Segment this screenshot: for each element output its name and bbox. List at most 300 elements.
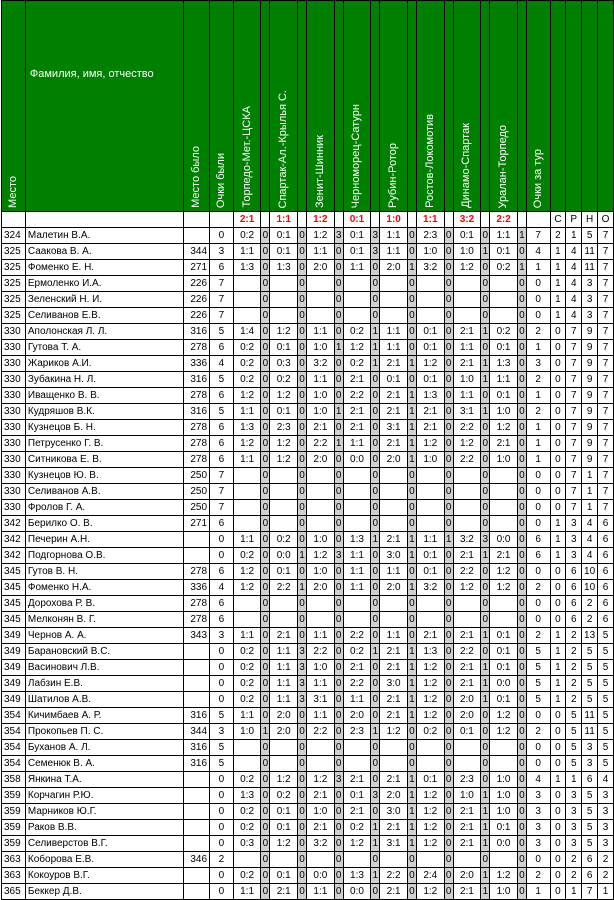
- prediction-points-cell: 1: [407, 804, 416, 820]
- prediction-cell: 1:2: [416, 692, 444, 708]
- table-row: [2, 388, 614, 404]
- stat-cell: 3: [566, 548, 582, 564]
- prediction-cell: [380, 308, 408, 324]
- prediction-points-cell: 0: [407, 612, 416, 628]
- prediction-cell: [416, 756, 444, 772]
- stat-cell: 0: [550, 580, 566, 596]
- prediction-points-cell: 0: [444, 868, 453, 884]
- place-cell: 359: [2, 788, 26, 804]
- place-cell: 349: [2, 644, 26, 660]
- prediction-cell: 2:0: [307, 580, 335, 596]
- table-row: [2, 356, 614, 372]
- prediction-cell: 1:2: [307, 228, 335, 244]
- prediction-points-cell: 0: [517, 724, 526, 740]
- prev-place-cell: [184, 772, 210, 788]
- prediction-cell: 1:0: [307, 660, 335, 676]
- prediction-points-cell: 0: [334, 580, 343, 596]
- prev-points-cell: 5: [210, 708, 234, 724]
- stat-label: С: [550, 212, 566, 228]
- prediction-points-cell: 1: [407, 708, 416, 724]
- prediction-points-cell: 1: [298, 548, 307, 564]
- prediction-points-cell: 0: [517, 308, 526, 324]
- prediction-points-cell: 0: [444, 756, 453, 772]
- prediction-cell: [416, 468, 444, 484]
- stat-cell: 7: [598, 452, 614, 468]
- prediction-points-cell: 0: [444, 724, 453, 740]
- prediction-cell: [453, 308, 481, 324]
- prediction-points-cell: 0: [371, 852, 380, 868]
- prediction-cell: 1:2: [490, 708, 518, 724]
- prediction-points-cell: 0: [261, 356, 270, 372]
- prediction-points-cell: 3: [371, 788, 380, 804]
- table-row: [2, 772, 614, 788]
- stat-cell: 1: [566, 772, 582, 788]
- stat-cell: 2: [582, 596, 598, 612]
- prev-place-cell: 344: [184, 724, 210, 740]
- prediction-points-cell: 0: [371, 596, 380, 612]
- stat-cell: 2: [566, 868, 582, 884]
- prediction-cell: 1:1: [233, 884, 261, 900]
- round-points-cell: 0: [526, 292, 550, 308]
- prev-place-cell: 226: [184, 276, 210, 292]
- prev-place-cell: 316: [184, 324, 210, 340]
- prediction-points-cell: 0: [298, 388, 307, 404]
- place-cell: 354: [2, 756, 26, 772]
- prediction-points-cell: 0: [407, 292, 416, 308]
- prediction-points-cell: 0: [517, 324, 526, 340]
- prediction-points-cell: 0: [261, 260, 270, 276]
- stat-cell: 9: [582, 340, 598, 356]
- prediction-points-cell: 0: [371, 580, 380, 596]
- prediction-points-cell: 1: [481, 324, 490, 340]
- round-points-cell: 0: [526, 612, 550, 628]
- stat-cell: 4: [566, 276, 582, 292]
- place-cell: 365: [2, 884, 26, 900]
- prediction-cell: 3:2: [307, 836, 335, 852]
- name-cell: Иващенко В. В.: [25, 388, 183, 404]
- prediction-cell: [270, 740, 298, 756]
- prediction-points-cell: 0: [444, 276, 453, 292]
- stat-cell: 7: [598, 324, 614, 340]
- stat-cell: 9: [582, 420, 598, 436]
- prediction-cell: 2:1: [307, 420, 335, 436]
- prediction-points-cell: 0: [444, 228, 453, 244]
- prediction-cell: 0:1: [270, 804, 298, 820]
- name-cell: Семенюк В. А.: [25, 756, 183, 772]
- prediction-cell: 3:1: [453, 404, 481, 420]
- prediction-cell: 3:2: [307, 356, 335, 372]
- prediction-points-cell: 3: [334, 228, 343, 244]
- stat-cell: 5: [598, 628, 614, 644]
- round-points-cell: 0: [526, 308, 550, 324]
- prediction-points-cell: 0: [371, 660, 380, 676]
- stat-cell: 2: [598, 868, 614, 884]
- prediction-cell: 1:2: [416, 788, 444, 804]
- prediction-points-cell: 0: [261, 468, 270, 484]
- prediction-cell: [233, 516, 261, 532]
- prediction-cell: [453, 276, 481, 292]
- prediction-cell: 0:1: [416, 772, 444, 788]
- stat-cell: 7: [598, 308, 614, 324]
- prediction-points-cell: 0: [444, 740, 453, 756]
- prediction-cell: 0:1: [270, 404, 298, 420]
- prediction-cell: 1:2: [453, 580, 481, 596]
- prediction-cell: 3:2: [453, 532, 481, 548]
- stat-cell: 0: [550, 324, 566, 340]
- prediction-points-cell: 3: [371, 228, 380, 244]
- prediction-points-cell: 1: [371, 836, 380, 852]
- stat-cell: 6: [582, 772, 598, 788]
- prediction-points-cell: 0: [261, 276, 270, 292]
- stat-cell: 2: [566, 660, 582, 676]
- round-points-cell: 1: [526, 388, 550, 404]
- prediction-points-cell: 0: [334, 644, 343, 660]
- prediction-points-cell: 0: [261, 516, 270, 532]
- prediction-cell: [343, 468, 371, 484]
- prediction-points-cell: 0: [371, 388, 380, 404]
- prediction-cell: 2:1: [490, 548, 518, 564]
- prediction-cell: [343, 308, 371, 324]
- table-row: [2, 292, 614, 308]
- prediction-cell: 1:1: [343, 564, 371, 580]
- round-points-cell: 7: [526, 228, 550, 244]
- prev-place-cell: 278: [184, 436, 210, 452]
- prev-place-cell: [184, 660, 210, 676]
- prediction-points-cell: 1: [407, 436, 416, 452]
- prediction-cell: 1:1: [343, 436, 371, 452]
- stat-cell: 11: [582, 724, 598, 740]
- prediction-cell: 1:1: [490, 372, 518, 388]
- prediction-cell: 1:3: [270, 260, 298, 276]
- stat-cell: 7: [598, 244, 614, 260]
- place-cell: 345: [2, 596, 26, 612]
- prediction-cell: 1:3: [233, 260, 261, 276]
- prediction-points-cell: 0: [371, 436, 380, 452]
- prediction-points-cell: 0: [481, 468, 490, 484]
- prev-points-cell: 0: [210, 228, 234, 244]
- prediction-points-cell: 0: [444, 884, 453, 900]
- stat-cell: 0: [550, 788, 566, 804]
- place-cell: 354: [2, 724, 26, 740]
- prev-place-cell: 250: [184, 500, 210, 516]
- prediction-cell: [233, 468, 261, 484]
- prediction-points-cell: 1: [481, 884, 490, 900]
- prediction-cell: 0:1: [416, 372, 444, 388]
- prediction-cell: 2:4: [416, 868, 444, 884]
- prediction-points-cell: 0: [261, 644, 270, 660]
- prediction-cell: 2:2: [453, 420, 481, 436]
- prediction-points-cell: 0: [517, 356, 526, 372]
- prediction-points-cell: 0: [444, 468, 453, 484]
- stat-cell: 5: [566, 708, 582, 724]
- name-cell: Кузнецов Ю. В.: [25, 468, 183, 484]
- prediction-cell: 2:1: [343, 420, 371, 436]
- prediction-cell: 2:1: [380, 884, 408, 900]
- prediction-cell: 1:1: [307, 324, 335, 340]
- prediction-cell: [343, 516, 371, 532]
- prediction-points-cell: 0: [298, 468, 307, 484]
- prev-points-cell: 5: [210, 372, 234, 388]
- prediction-cell: [233, 308, 261, 324]
- prediction-points-cell: 3: [334, 772, 343, 788]
- match-header: [453, 1, 481, 212]
- stat-cell: 7: [566, 388, 582, 404]
- stat-cell: 9: [582, 356, 598, 372]
- prediction-points-cell: 1: [407, 388, 416, 404]
- prev-place-cell: 336: [184, 356, 210, 372]
- name-cell: Селиверстов В.Г.: [25, 836, 183, 852]
- stat-cell: 9: [582, 452, 598, 468]
- prev-place-cell: [184, 868, 210, 884]
- prediction-points-cell: 0: [407, 628, 416, 644]
- prediction-points-cell: 0: [261, 500, 270, 516]
- prediction-cell: [307, 292, 335, 308]
- prediction-points-cell: 0: [298, 244, 307, 260]
- table-row: [2, 484, 614, 500]
- prediction-cell: [343, 756, 371, 772]
- prediction-points-cell: 0: [517, 852, 526, 868]
- prediction-points-cell: 1: [407, 420, 416, 436]
- prev-points-cell: 6: [210, 436, 234, 452]
- match-score: 0:1: [343, 212, 371, 228]
- prediction-cell: 2:0: [307, 452, 335, 468]
- stat-cell: 5: [582, 676, 598, 692]
- name-cell: Саакова В. А.: [25, 244, 183, 260]
- match-header: [380, 1, 408, 212]
- prediction-points-cell: 0: [298, 436, 307, 452]
- place-cell: 349: [2, 676, 26, 692]
- prediction-cell: 3:0: [380, 548, 408, 564]
- prediction-cell: 0:0: [270, 548, 298, 564]
- prediction-points-cell: 0: [334, 676, 343, 692]
- prediction-points-cell: 0: [517, 580, 526, 596]
- prediction-cell: 0:1: [270, 564, 298, 580]
- prediction-points-cell: 0: [517, 484, 526, 500]
- stat-cell: 6: [598, 612, 614, 628]
- prediction-points-cell: 0: [407, 884, 416, 900]
- stat-cell: 0: [550, 436, 566, 452]
- name-cell: Чернов А. А.: [25, 628, 183, 644]
- prediction-points-cell: 0: [334, 484, 343, 500]
- prediction-cell: 1:1: [307, 628, 335, 644]
- stat-cell: 3: [598, 820, 614, 836]
- prediction-points-cell: 0: [334, 532, 343, 548]
- prediction-cell: 2:2: [453, 564, 481, 580]
- scores-row: [2, 212, 614, 228]
- stat-cell: 1: [550, 308, 566, 324]
- stat-cell: 5: [582, 660, 598, 676]
- prediction-cell: 0:1: [270, 868, 298, 884]
- stat-cell: 2: [566, 852, 582, 868]
- prediction-cell: [233, 612, 261, 628]
- match-header: [307, 1, 335, 212]
- place-cell: 363: [2, 852, 26, 868]
- prediction-cell: [453, 516, 481, 532]
- prediction-cell: 2:3: [343, 724, 371, 740]
- round-points-cell: 3: [526, 836, 550, 852]
- prediction-cell: 1:1: [233, 244, 261, 260]
- prev-place-cell: 344: [184, 244, 210, 260]
- prediction-cell: [270, 468, 298, 484]
- prediction-cell: [380, 516, 408, 532]
- prev-points-cell: 4: [210, 580, 234, 596]
- prev-points-cell: 7: [210, 276, 234, 292]
- stat-cell: 9: [582, 404, 598, 420]
- prediction-cell: 1:0: [307, 532, 335, 548]
- table-row: [2, 420, 614, 436]
- prev-place-cell: 278: [184, 388, 210, 404]
- table-row: [2, 788, 614, 804]
- prediction-points-cell: 0: [371, 708, 380, 724]
- prediction-cell: 1:2: [416, 676, 444, 692]
- place-cell: 349: [2, 628, 26, 644]
- prediction-cell: 2:1: [270, 884, 298, 900]
- prediction-cell: 0:0: [490, 676, 518, 692]
- prediction-points-cell: 0: [517, 468, 526, 484]
- stat-cell: 1: [550, 692, 566, 708]
- prediction-cell: 1:1: [380, 628, 408, 644]
- prediction-points-cell: 0: [517, 644, 526, 660]
- prediction-points-cell: 0: [334, 740, 343, 756]
- prediction-points-cell: 0: [261, 244, 270, 260]
- prediction-cell: 0:1: [490, 628, 518, 644]
- name-cell: Дорохова Р. В.: [25, 596, 183, 612]
- prediction-cell: 1:1: [307, 708, 335, 724]
- prediction-points-cell: 0: [298, 628, 307, 644]
- prediction-points-cell: 0: [517, 372, 526, 388]
- prediction-points-cell: 0: [517, 500, 526, 516]
- prediction-points-cell: 0: [371, 884, 380, 900]
- prediction-cell: [307, 276, 335, 292]
- name-cell: Петрусенко Г. В.: [25, 436, 183, 452]
- stat-cell: 3: [598, 788, 614, 804]
- prediction-points-cell: 0: [444, 836, 453, 852]
- prediction-cell: 0:2: [343, 356, 371, 372]
- prediction-cell: 0:1: [453, 228, 481, 244]
- prediction-points-cell: 1: [481, 548, 490, 564]
- match-score-gap: [481, 212, 490, 228]
- prediction-points-cell: 0: [334, 292, 343, 308]
- prediction-points-cell: 0: [444, 356, 453, 372]
- prediction-points-cell: 3: [371, 244, 380, 260]
- prediction-points-cell: 0: [298, 500, 307, 516]
- stat-cell: 1: [550, 644, 566, 660]
- prediction-points-cell: 0: [481, 564, 490, 580]
- prediction-cell: [270, 308, 298, 324]
- match-score-gap: [261, 212, 270, 228]
- prev-points-cell: 6: [210, 564, 234, 580]
- stat-cell: 7: [566, 484, 582, 500]
- prediction-points-cell: 0: [444, 548, 453, 564]
- prediction-cell: 2:1: [343, 804, 371, 820]
- table-row: [2, 612, 614, 628]
- prediction-cell: [416, 484, 444, 500]
- prediction-points-cell: 0: [298, 724, 307, 740]
- prediction-cell: 2:1: [380, 692, 408, 708]
- prev-place-cell: [184, 884, 210, 900]
- prediction-cell: 3:1: [307, 692, 335, 708]
- prediction-cell: 0:2: [233, 644, 261, 660]
- prediction-points-cell: 0: [444, 628, 453, 644]
- prediction-cell: 2:0: [380, 452, 408, 468]
- place-cell: 324: [2, 228, 26, 244]
- prediction-cell: 0:1: [343, 244, 371, 260]
- prediction-cell: 2:2: [453, 452, 481, 468]
- stat-cell: 0: [550, 596, 566, 612]
- prediction-cell: 2:1: [380, 356, 408, 372]
- prediction-points-cell: 0: [481, 756, 490, 772]
- prediction-cell: [270, 292, 298, 308]
- prediction-cell: 0:1: [490, 340, 518, 356]
- prediction-cell: 2:2: [343, 628, 371, 644]
- prediction-cell: 1:0: [490, 452, 518, 468]
- round-points-cell: 4: [526, 772, 550, 788]
- prediction-points-cell: 0: [444, 436, 453, 452]
- stat-label: Н: [582, 212, 598, 228]
- prediction-cell: 1:1: [307, 676, 335, 692]
- stat-cell: 5: [598, 644, 614, 660]
- prev-points-cell: 7: [210, 500, 234, 516]
- prediction-points-cell: 0: [371, 484, 380, 500]
- prev-place-cell: 316: [184, 740, 210, 756]
- prediction-cell: [490, 292, 518, 308]
- match-title: Спартак-Ал.-Крылья С.: [277, 89, 290, 208]
- prediction-cell: 1:2: [270, 772, 298, 788]
- round-points-cell: 2: [526, 628, 550, 644]
- stat-cell: 2: [550, 228, 566, 244]
- prediction-points-cell: 0: [444, 260, 453, 276]
- stat-cell: 1: [550, 292, 566, 308]
- match-score: 2:2: [490, 212, 518, 228]
- prediction-cell: 2:1: [453, 660, 481, 676]
- stat-header-blank: [582, 1, 598, 212]
- prediction-cell: 1:2: [380, 724, 408, 740]
- prediction-cell: 0:3: [270, 356, 298, 372]
- prev-place-cell: 250: [184, 484, 210, 500]
- prediction-cell: [490, 484, 518, 500]
- stat-cell: 7: [566, 404, 582, 420]
- prediction-points-cell: 0: [371, 804, 380, 820]
- prediction-points-cell: 0: [407, 756, 416, 772]
- prediction-points-cell: 1: [407, 660, 416, 676]
- prediction-cell: 1:3: [343, 868, 371, 884]
- prev-place-cell: [184, 548, 210, 564]
- table-body: [2, 228, 614, 900]
- prediction-cell: 2:1: [380, 708, 408, 724]
- round-points-cell: 6: [526, 548, 550, 564]
- prediction-cell: 0:1: [270, 228, 298, 244]
- prediction-points-cell: 0: [261, 836, 270, 852]
- prediction-cell: 1:1: [416, 532, 444, 548]
- stat-cell: 0: [550, 388, 566, 404]
- name-cell: Малетин В.А.: [25, 228, 183, 244]
- prediction-points-cell: 0: [371, 452, 380, 468]
- name-cell: Беккер Д.В.: [25, 884, 183, 900]
- prediction-cell: 2:1: [453, 804, 481, 820]
- stat-cell: 1: [550, 660, 566, 676]
- prediction-points-cell: 1: [481, 692, 490, 708]
- prediction-cell: 2:1: [380, 404, 408, 420]
- prediction-cell: 1:0: [233, 724, 261, 740]
- prediction-points-cell: 0: [334, 804, 343, 820]
- prediction-cell: 1:0: [416, 244, 444, 260]
- prev-place-cell: 346: [184, 852, 210, 868]
- stat-cell: 5: [566, 724, 582, 740]
- match-points-header: [261, 1, 270, 212]
- prediction-points-cell: 1: [481, 628, 490, 644]
- name-cell: Прокопьев П. С.: [25, 724, 183, 740]
- prediction-cell: [416, 500, 444, 516]
